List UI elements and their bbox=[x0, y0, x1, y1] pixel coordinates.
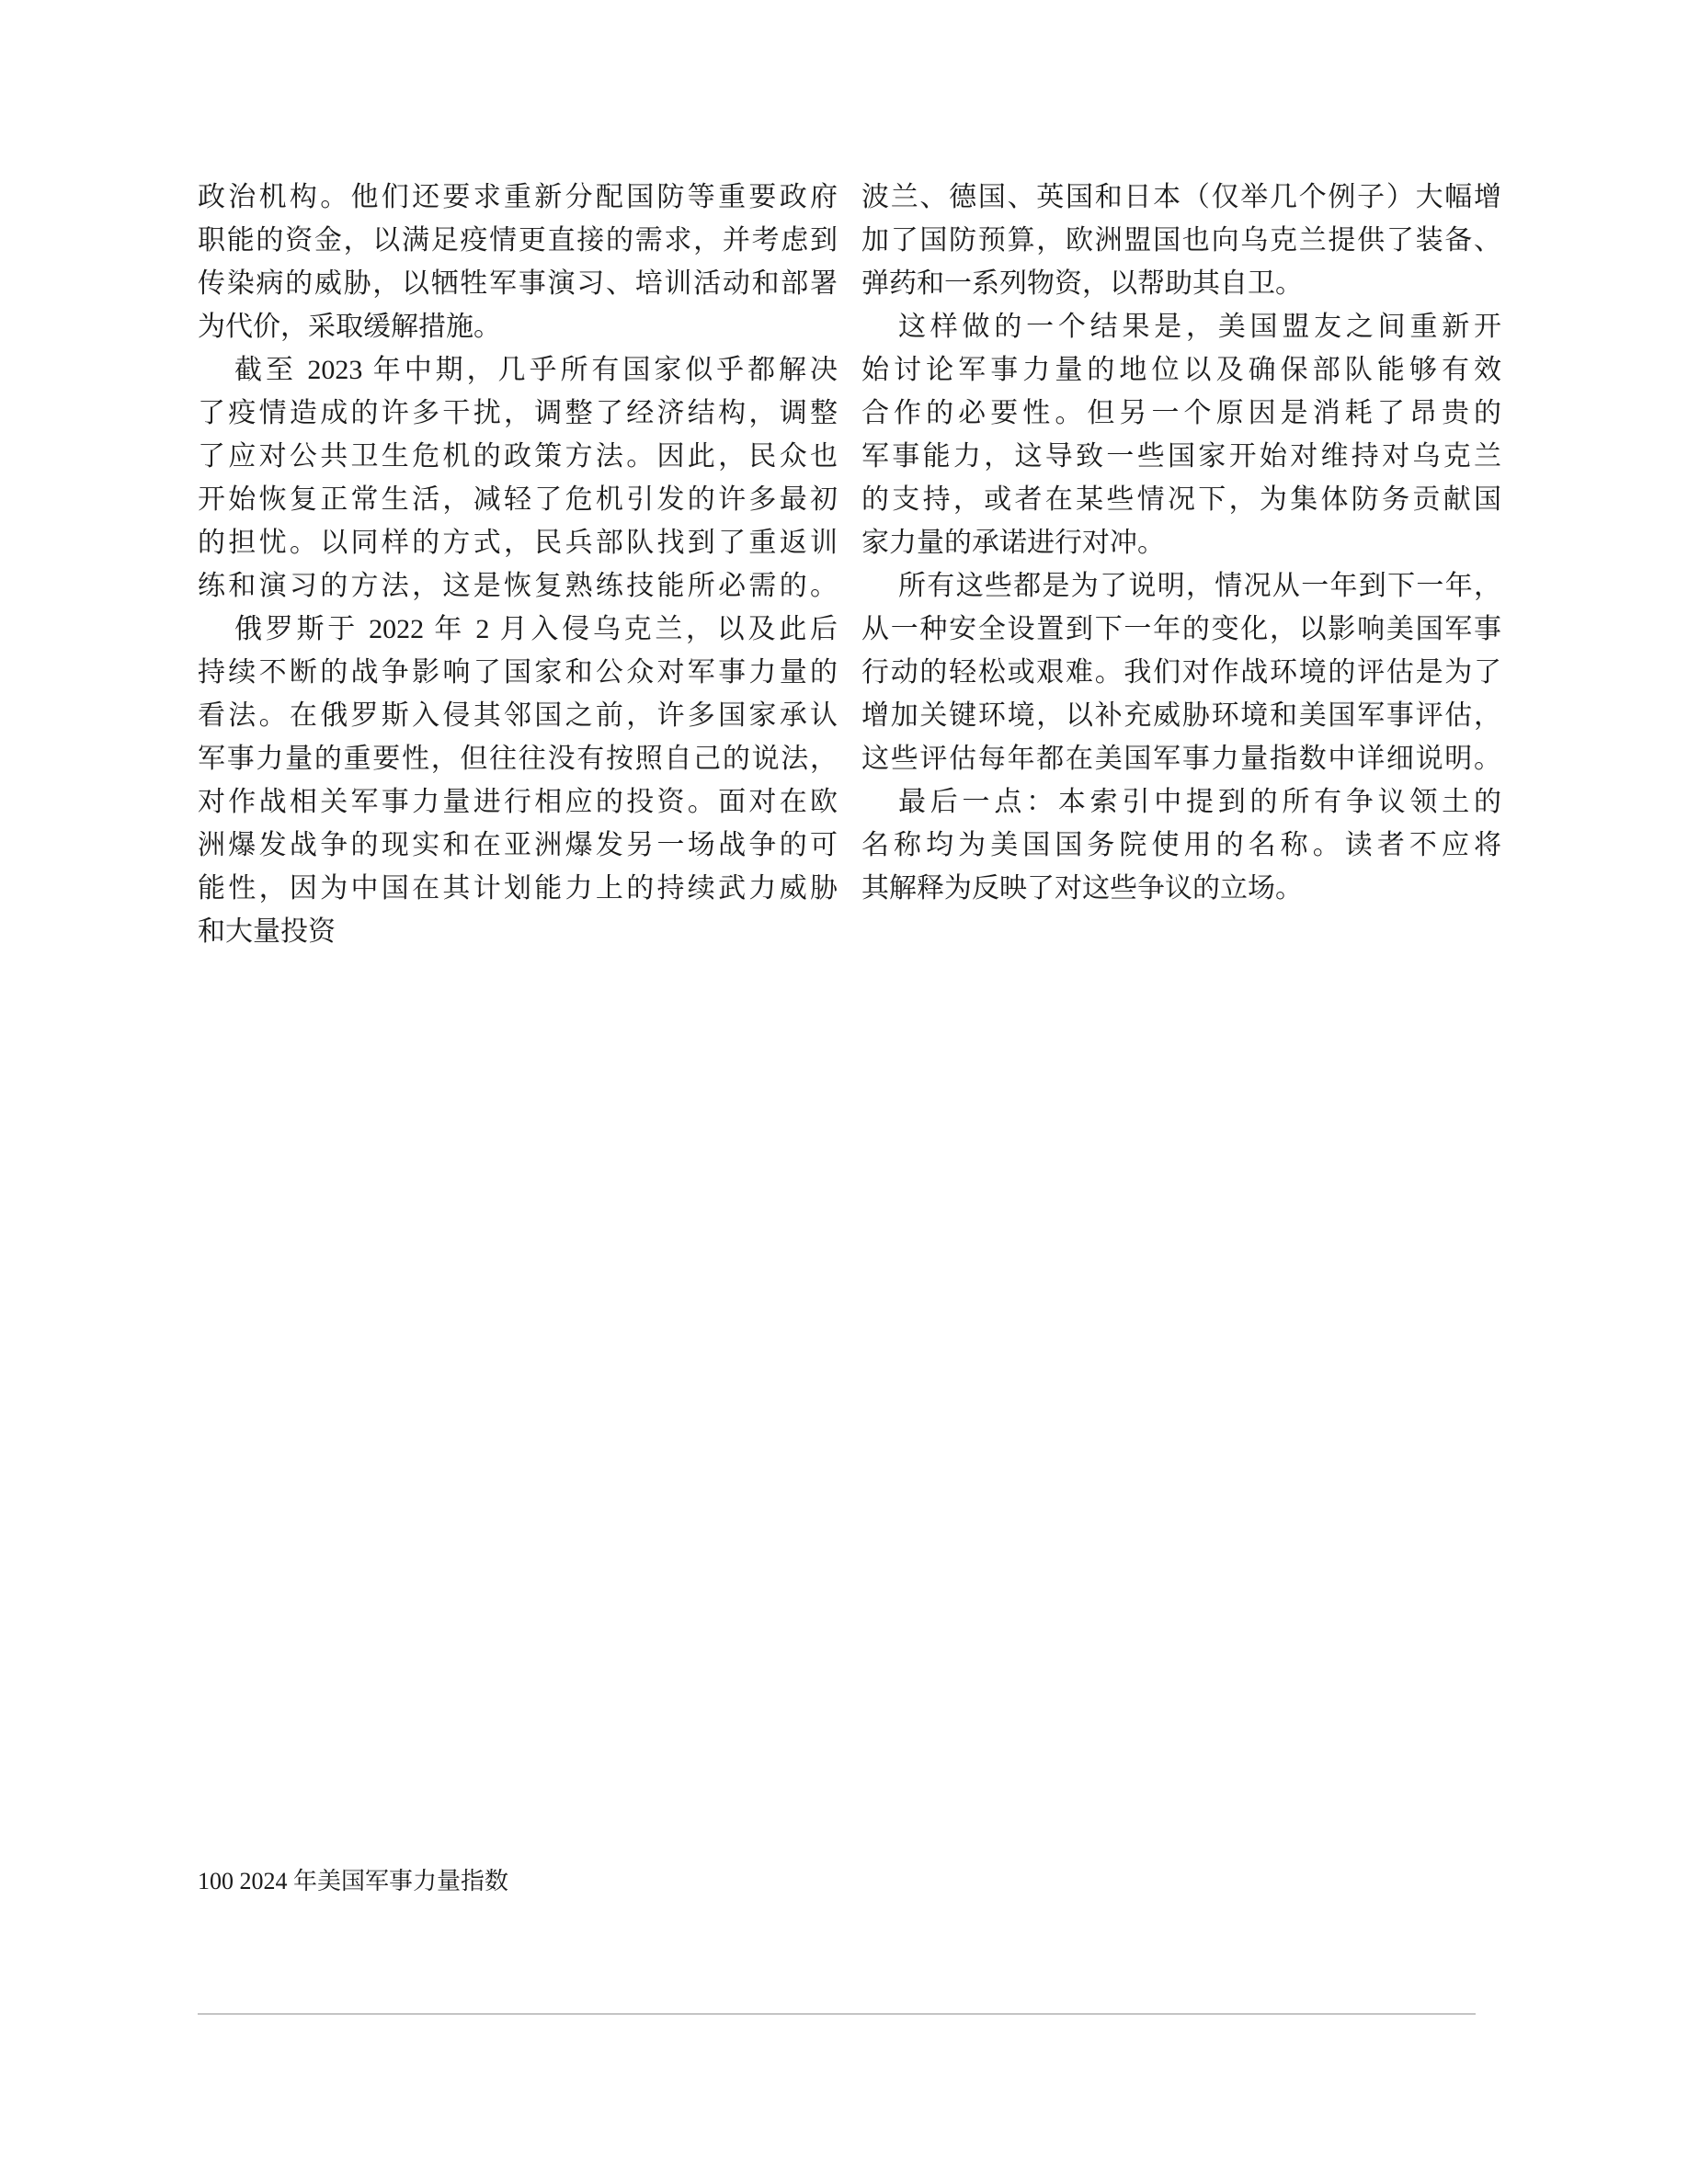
text-line: 行动的轻松或艰难。我们对作战环境的评估是为了 bbox=[861, 657, 1501, 688]
text-line: 了应对公共卫生危机的政策方法。因此，民众也 bbox=[198, 441, 838, 472]
text-line: 洲爆发战争的现实和在亚洲爆发另一场战争的可 bbox=[198, 830, 838, 860]
page-footer bbox=[198, 1866, 508, 1897]
text-line: 合作的必要性。但另一个原因是消耗了昂贵的 bbox=[861, 398, 1501, 428]
paragraph bbox=[861, 564, 1501, 780]
text-line: 增加关键环境，以补充威胁环境和美国军事评估， bbox=[861, 700, 1501, 731]
text-line: 的支持，或者在某些情况下，为集体防务贡献国 bbox=[861, 484, 1501, 515]
text-line: 能性，因为中国在其计划能力上的持续武力威胁 bbox=[198, 873, 838, 904]
text-line: 的担忧。以同样的方式，民兵部队找到了重返训 bbox=[198, 528, 838, 558]
right-column bbox=[861, 176, 1501, 910]
text-line: 其解释为反映了对这些争议的立场。 bbox=[861, 873, 1303, 904]
paragraph bbox=[198, 176, 838, 348]
text-line: 最后一点：本索引中提到的所有争议领土的 bbox=[898, 787, 1501, 817]
text-line: 家力量的承诺进行对冲。 bbox=[861, 528, 1165, 558]
left-column bbox=[198, 176, 838, 953]
page-number: 100 bbox=[198, 1868, 234, 1894]
text-line: 军事力量的重要性，但往往没有按照自己的说法， bbox=[198, 744, 838, 774]
text-line: 为代价，采取缓解措施。 bbox=[198, 312, 501, 342]
text-line: 持续不断的战争影响了国家和公众对军事力量的 bbox=[198, 657, 838, 688]
text-line: 加了国防预算，欧洲盟国也向乌克兰提供了装备、 bbox=[861, 225, 1501, 256]
footer-rule bbox=[198, 2013, 1476, 2015]
text-line: 了疫情造成的许多干扰，调整了经济结构，调整 bbox=[198, 398, 838, 428]
text-line: 开始恢复正常生活，减轻了危机引发的许多最初 bbox=[198, 484, 838, 515]
text-line: 传染病的威胁，以牺牲军事演习、培训活动和部署 bbox=[198, 268, 838, 299]
text-line: 对作战相关军事力量进行相应的投资。面对在欧 bbox=[198, 787, 838, 817]
paragraph bbox=[198, 608, 838, 953]
paragraph bbox=[861, 305, 1501, 564]
text-line: 名称均为美国国务院使用的名称。读者不应将 bbox=[861, 830, 1501, 860]
text-line: 职能的资金，以满足疫情更直接的需求，并考虑到 bbox=[198, 225, 838, 256]
text-line: 弹药和一系列物资，以帮助其自卫。 bbox=[861, 268, 1303, 299]
text-line: 这些评估每年都在美国军事力量指数中详细说明。 bbox=[861, 744, 1501, 774]
paragraph bbox=[861, 176, 1501, 305]
paragraph bbox=[861, 780, 1501, 910]
text-line: 和大量投资 bbox=[198, 916, 336, 947]
text-line: 练和演习的方法，这是恢复熟练技能所必需的。 bbox=[198, 571, 838, 601]
running-title: 2024 年美国军事力量指数 bbox=[239, 1868, 509, 1894]
text-line: 军事能力，这导致一些国家开始对维持对乌克兰 bbox=[861, 441, 1501, 472]
text-line: 这样做的一个结果是，美国盟友之间重新开 bbox=[898, 312, 1501, 342]
text-line: 截至 2023 年中期，几乎所有国家似乎都解决 bbox=[234, 355, 838, 385]
text-line: 俄罗斯于 2022 年 2 月入侵乌克兰，以及此后 bbox=[234, 614, 838, 644]
text-line: 从一种安全设置到下一年的变化，以影响美国军事 bbox=[861, 614, 1501, 644]
text-line: 看法。在俄罗斯入侵其邻国之前，许多国家承认 bbox=[198, 700, 838, 731]
text-line: 所有这些都是为了说明，情况从一年到下一年， bbox=[898, 571, 1501, 601]
paragraph bbox=[198, 348, 838, 608]
text-line: 政治机构。他们还要求重新分配国防等重要政府 bbox=[198, 182, 838, 212]
text-line: 波兰、德国、英国和日本（仅举几个例子）大幅增 bbox=[861, 182, 1501, 212]
text-line: 始讨论军事力量的地位以及确保部队能够有效 bbox=[861, 355, 1501, 385]
